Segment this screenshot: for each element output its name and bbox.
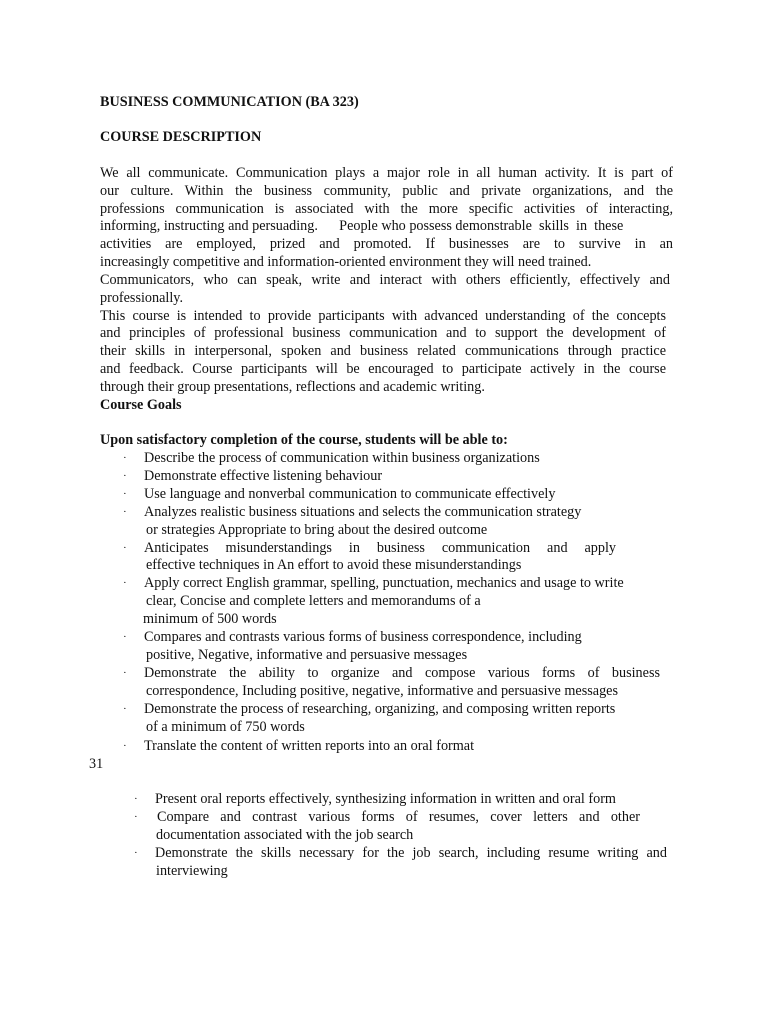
goal-item-continued: of a minimum of 750 words	[146, 719, 305, 735]
goal-item: Apply correct English grammar, spelling, punctuation, mechanics and usage to write	[144, 575, 624, 591]
description-line: professionally.	[100, 290, 184, 306]
goals-heading: Course Goals	[100, 397, 182, 413]
description-line: and feedback. Course participants will be encouraged to participate actively in the course	[100, 361, 666, 377]
description-line: informing, instructing and persuading. People who possess demonstrable skills in these	[100, 218, 624, 234]
goal-item: Analyzes realistic business situations and selects the communication strategy	[144, 504, 582, 520]
bullet-icon: ·	[123, 470, 127, 482]
bullet-icon: ·	[123, 667, 127, 679]
goal-item: Present oral reports effectively, synthesizing information in written and oral form	[155, 791, 616, 807]
description-line: through their group presentations, reflections and academic writing.	[100, 379, 485, 395]
bullet-icon: ·	[123, 577, 127, 589]
goal-item-continued: effective techniques in An effort to avoid these misunderstandings	[146, 557, 522, 573]
description-line: professions communication is associated with the more specific activities of interacting,	[100, 201, 673, 217]
goal-item-continued: correspondence, Including positive, negative, informative and persuasive messages	[146, 683, 618, 699]
goal-item-continued: positive, Negative, informative and persuasive messages	[146, 647, 468, 663]
goal-item-continued: or strategies Appropriate to bring about the desired outcome	[146, 522, 488, 538]
goal-item-continued: interviewing	[156, 863, 228, 879]
bullet-icon: ·	[123, 488, 127, 500]
bullet-icon: ·	[123, 506, 127, 518]
page-number: 31	[89, 756, 104, 772]
bullet-icon: ·	[134, 793, 138, 805]
document-title: BUSINESS COMMUNICATION (BA 323)	[100, 94, 359, 110]
description-line: Communicators, who can speak, write and interact with others efficiently, effectively and	[100, 272, 670, 288]
bullet-icon: ·	[134, 811, 138, 823]
bullet-icon: ·	[123, 452, 127, 464]
goal-item: Compare and contrast various forms of resumes, cover letters and other	[157, 809, 640, 825]
description-line: We all communicate. Communication plays a major role in all human activity. It is part of	[100, 165, 673, 181]
description-line: This course is intended to provide participants with advanced understanding of the concepts	[100, 308, 666, 324]
goal-item: Use language and nonverbal communication to communicate effectively	[144, 486, 556, 502]
goal-item: Compares and contrasts various forms of business correspondence, including	[144, 629, 582, 645]
goal-item-continued: documentation associated with the job search	[156, 827, 414, 843]
goal-item: Demonstrate the process of researching, organizing, and composing written reports	[144, 701, 616, 717]
description-line: their skills in interpersonal, spoken and business related communications through practice	[100, 343, 666, 359]
section-heading: COURSE DESCRIPTION	[100, 129, 262, 145]
description-line: activities are employed, prized and promoted. If businesses are to survive in an	[100, 236, 673, 252]
goal-item: Demonstrate effective listening behaviour	[144, 468, 383, 484]
bullet-icon: ·	[123, 631, 127, 643]
description-line: and principles of professional business communication and to support the development of	[100, 325, 666, 341]
goal-item: Demonstrate the ability to organize and compose various forms of business	[144, 665, 660, 681]
goal-item: Demonstrate the skills necessary for the job search, including resume writing and	[155, 845, 667, 861]
goal-item-continued: minimum of 500 words	[143, 611, 277, 627]
bullet-icon: ·	[134, 847, 138, 859]
goal-item: Anticipates misunderstandings in business communication and apply	[144, 540, 616, 556]
description-line: increasingly competitive and information-oriented environment they will need trained.	[100, 254, 592, 270]
bullet-icon: ·	[123, 703, 127, 715]
bullet-icon: ·	[123, 740, 127, 752]
goal-item: Describe the process of communication within business organizations	[144, 450, 540, 466]
goals-intro: Upon satisfactory completion of the course, students will be able to:	[100, 432, 508, 448]
goal-item-continued: clear, Concise and complete letters and memorandums of a	[146, 593, 481, 609]
bullet-icon: ·	[123, 542, 127, 554]
description-line: our culture. Within the business community, public and private organizations, and the	[100, 183, 673, 199]
goal-item: Translate the content of written reports into an oral format	[144, 738, 475, 754]
